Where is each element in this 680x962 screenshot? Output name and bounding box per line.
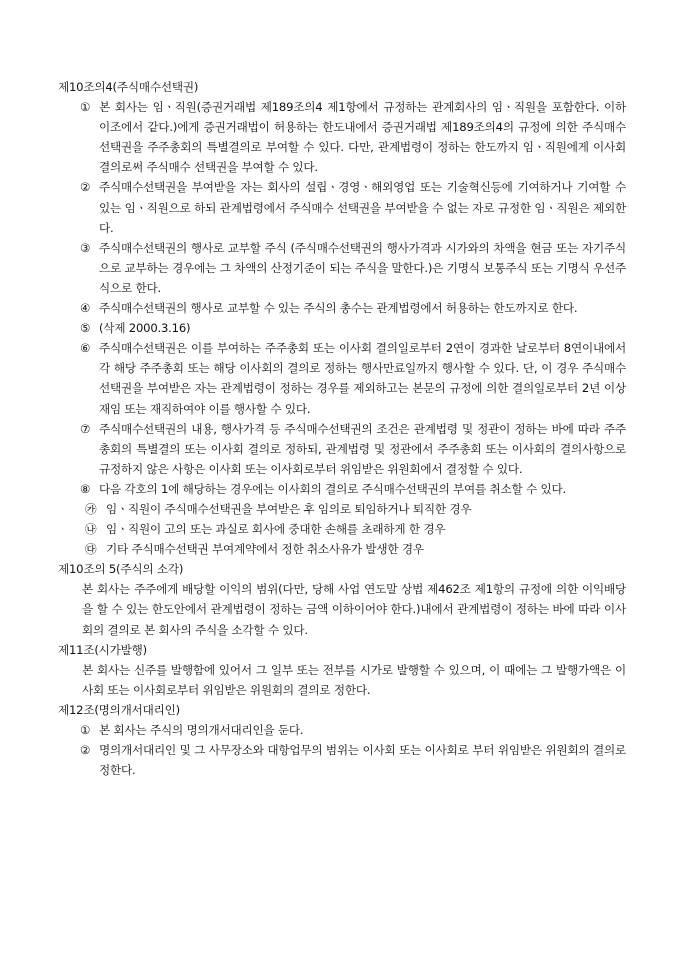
- subclause-number: ㉯: [85, 522, 97, 537]
- clause-2: [58, 177, 626, 237]
- document-content: [58, 77, 626, 780]
- clause-number: ①: [80, 100, 91, 115]
- clause-text: 본 회사는 임ㆍ직원(증권거래법 제189조의4 제1항에서 규정하는 관계회사의 임ㆍ직원을 포함한다. 이하 이조에서 같다.)에게 증권거래법이 허용하는 한도내에서 증권거래법 제189조의4의 규정에 의한 주식매수선택권을 주주총회의 특별결의로 부여할 수 있다. 다만, 관계법령이 정하는 한도까지 임ㆍ직원에게 이사회 결의로써 주식매수 선택권을 부여할 수 있다.: [99, 100, 626, 175]
- clause-number: ⑤: [80, 321, 91, 336]
- clause-text: (삭제 2000.3.16): [99, 321, 191, 336]
- clause-number: ⑥: [80, 341, 91, 356]
- subclause-text: 임ㆍ직원이 고의 또는 과실로 회사에 중대한 손해를 초래하게 한 경우: [106, 522, 446, 537]
- subclause-number: ㉰: [85, 542, 97, 557]
- subclause-da: [58, 539, 626, 559]
- clause-number: ②: [80, 743, 91, 758]
- subclause-number: ㉮: [85, 501, 97, 516]
- article-heading: 제11조(시가발행): [58, 642, 147, 657]
- clause-text: 주식매수선택권은 이를 부여하는 주주총회 또는 이사회 결의일로부터 2연이 경과한 날로부터 8연이내에서 각 해당 주주총회 또는 해당 이사회의 결의로 정하는 행사만료일까지 행사할 수 있다. 단, 이 경우 주식매수선택권을 부여받은 자는 관계법령이 정하는 경우를 제외하고는 본문의 규정에 의한 결의일로부터 2년 이상 재임 또는 재직하여야 이를 행사할 수 있다.: [99, 341, 626, 416]
- article-11: [58, 640, 626, 700]
- subclause-text: 임ㆍ직원이 주식매수선택권을 부여받은 후 임의로 퇴임하거나 퇴직한 경우: [106, 501, 472, 516]
- clause-8: [58, 479, 626, 499]
- clause-3: [58, 238, 626, 298]
- article-heading: 제10조의4(주식매수선택권): [58, 80, 199, 94]
- clause-7: [58, 419, 626, 479]
- clause-number: ④: [80, 301, 91, 316]
- clause-number: ⑦: [80, 421, 91, 436]
- clause-text: 명의개서대리인 및 그 사무장소와 대항업무의 범위는 이사회 또는 이사회로 부터 위임받은 위원회의 결의로 정한다.: [99, 743, 626, 778]
- clause-6: [58, 338, 626, 418]
- clause-text: 주식매수선택권의 행사로 교부할 주식 (주식매수선택권의 행사가격과 시가와의 차액을 현금 또는 자기주식으로 교부하는 경우에는 그 차액의 산정기준이 되는 주식을 말한다.)은 기명식 보통주식 또는 기명식 우선주식으로 한다.: [99, 240, 626, 295]
- clause-text: 주식매수선택권의 내용, 행사가격 등 주식매수선택권의 조건은 관계법령 및 정관이 정하는 바에 따라 주주총회의 특별결의 또는 이사회 결의로 정하되, 관계법령 및 정관에서 주주총회 또는 이사회의 결의사항으로 규정하지 않은 사항은 이사회 또는 이사회로부터 위임받은 위원회에서 결정할 수 있다.: [99, 421, 626, 476]
- clause-number: ⑧: [80, 481, 91, 496]
- clause-number: ③: [80, 240, 91, 255]
- article-12: [58, 700, 626, 780]
- clause-2: [58, 740, 626, 780]
- article-10-5: [58, 559, 626, 639]
- clause-1: [58, 97, 626, 177]
- clause-4: [58, 298, 626, 318]
- article-heading: 제12조(명의개서대리인): [58, 702, 180, 717]
- subclause-na: [58, 519, 626, 539]
- clause-1: [58, 720, 626, 740]
- article-body: 본 회사는 신주를 발행함에 있어서 그 일부 또는 전부를 시가로 발행할 수 있으며, 이 때에는 그 발행가액은 이사회 또는 이사회로부터 위임받은 위원회의 결의로 정한다.: [82, 662, 626, 697]
- article-heading: 제10조의 5(주식의 소각): [58, 562, 184, 577]
- article-10-4: [58, 77, 626, 559]
- clause-text: 다음 각호의 1에 해당하는 경우에는 이사회의 결의로 주식매수선택권의 부여를 취소할 수 있다.: [99, 481, 566, 496]
- clause-text: 주식매수선택권의 행사로 교부할 수 있는 주식의 총수는 관계법령에서 허용하는 한도까지로 한다.: [99, 301, 578, 316]
- subclause-ga: [58, 499, 626, 519]
- clause-number: ①: [80, 723, 91, 737]
- clause-text: 본 회사는 주식의 명의개서대리인을 둔다.: [99, 723, 304, 737]
- clause-5: [58, 318, 626, 338]
- clause-number: ②: [80, 180, 91, 195]
- article-body: 본 회사는 주주에게 배당할 이익의 범위(다만, 당해 사업 연도말 상법 제462조 제1항의 규정에 의한 이익배당을 할 수 있는 한도안에서 관계법령이 정하는 금액 이하이어야 한다.)내에서 관계법령이 정하는 바에 따라 이사회의 결의로 본 회사의 주식을 소각할 수 있다.: [82, 582, 626, 637]
- subclause-text: 기타 주식매수선택권 부여계약에서 정한 취소사유가 발생한 경우: [106, 542, 424, 557]
- clause-text: 주식매수선택권을 부여받을 자는 회사의 설립ㆍ경영ㆍ해외영업 또는 기술혁신등에 기여하거나 기여할 수 있는 임ㆍ직원으로 하되 관계법령에서 주식매수 선택권을 부여받을 수 없는 자로 규정한 임ㆍ직원은 제외한다.: [99, 180, 626, 235]
